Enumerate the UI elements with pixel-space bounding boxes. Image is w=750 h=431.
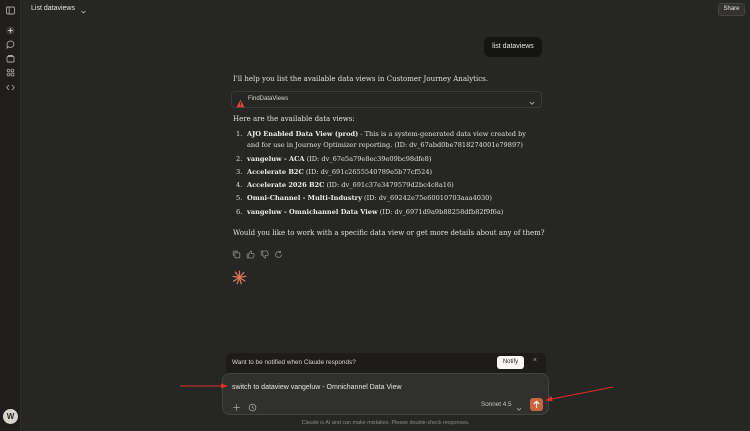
notification-banner — [226, 353, 546, 373]
user-message: list dataviews — [484, 37, 542, 57]
list-lead: Here are the available data views: — [233, 115, 355, 123]
dataview-list — [233, 129, 533, 220]
top-bar — [21, 0, 750, 20]
warning-icon — [236, 95, 245, 104]
clock-icon[interactable] — [248, 399, 257, 408]
list-item: 3. Accelerate B2C (ID: dv_691c2655540789e5b77cf524) — [236, 167, 433, 176]
list-item: 6. vangeluw - Omnichannel Data View (ID: dv_6971d9a9b88258dfb82f9f6a) — [236, 207, 504, 216]
add-attachment-icon[interactable] — [232, 399, 241, 408]
close-icon[interactable]: × — [532, 357, 537, 364]
new-chat-icon[interactable] — [5, 25, 16, 36]
disclaimer: Claude is AI and can make mistakes. Please double-check responses. — [301, 420, 470, 426]
conversation-title[interactable]: List dataviews — [31, 5, 75, 12]
thumbs-down-icon[interactable] — [260, 246, 269, 255]
retry-icon[interactable] — [274, 246, 283, 255]
chevron-down-icon[interactable] — [516, 400, 522, 408]
list-item: 1. AJO Enabled Data View (prod) - This is a system-generated data view created by and for use in Journey Optimizer reporting. (ID: dv_67abd0be7818274001e79897) — [236, 130, 527, 150]
share-button[interactable]: Share — [718, 3, 745, 16]
artifacts-icon[interactable] — [5, 67, 16, 78]
chevron-down-icon[interactable] — [80, 4, 87, 14]
copy-icon[interactable] — [232, 246, 241, 255]
thumbs-up-icon[interactable] — [246, 246, 255, 255]
user-avatar[interactable]: W — [3, 409, 18, 424]
tool-call-card[interactable] — [231, 91, 542, 108]
code-icon[interactable] — [5, 82, 16, 93]
arrow-up-icon — [530, 398, 543, 411]
annotation-arrow-right — [545, 387, 613, 401]
assistant-followup: Would you like to work with a specific data view or get more details about any of them? — [233, 229, 545, 237]
chevron-down-icon[interactable] — [528, 95, 536, 105]
tool-name: FindDataViews — [248, 96, 289, 102]
chats-icon[interactable] — [5, 39, 16, 50]
message-input[interactable]: switch to dataview vangeluw - Omnichannel Data View — [232, 384, 402, 391]
message-composer — [222, 373, 549, 415]
claude-thinking-spark-icon — [232, 270, 247, 285]
notify-text: Want to be notified when Claude responds? — [232, 359, 356, 366]
left-sidebar — [0, 0, 21, 431]
model-selector[interactable]: Sonnet 4.5 — [481, 401, 512, 408]
list-item: 4. Accelerate 2026 B2C (ID: dv_691c37e3479579d2bc4c8a16) — [236, 181, 454, 190]
send-button[interactable] — [530, 398, 543, 411]
annotation-arrow-left — [180, 383, 228, 388]
notify-button[interactable]: Notify — [497, 356, 524, 369]
sidebar-toggle-icon[interactable] — [5, 5, 16, 16]
list-item: 2. vangeluw - ACA (ID: dv_67e5a79e8ec39e09bc98dfe8) — [236, 154, 432, 163]
projects-icon[interactable] — [5, 53, 16, 64]
list-item: 5. Omni-Channel - Multi-Industry (ID: dv_69242e75e60010703aaa4030) — [236, 194, 492, 203]
assistant-intro: I'll help you list the available data views in Customer Journey Analytics. — [233, 75, 488, 83]
